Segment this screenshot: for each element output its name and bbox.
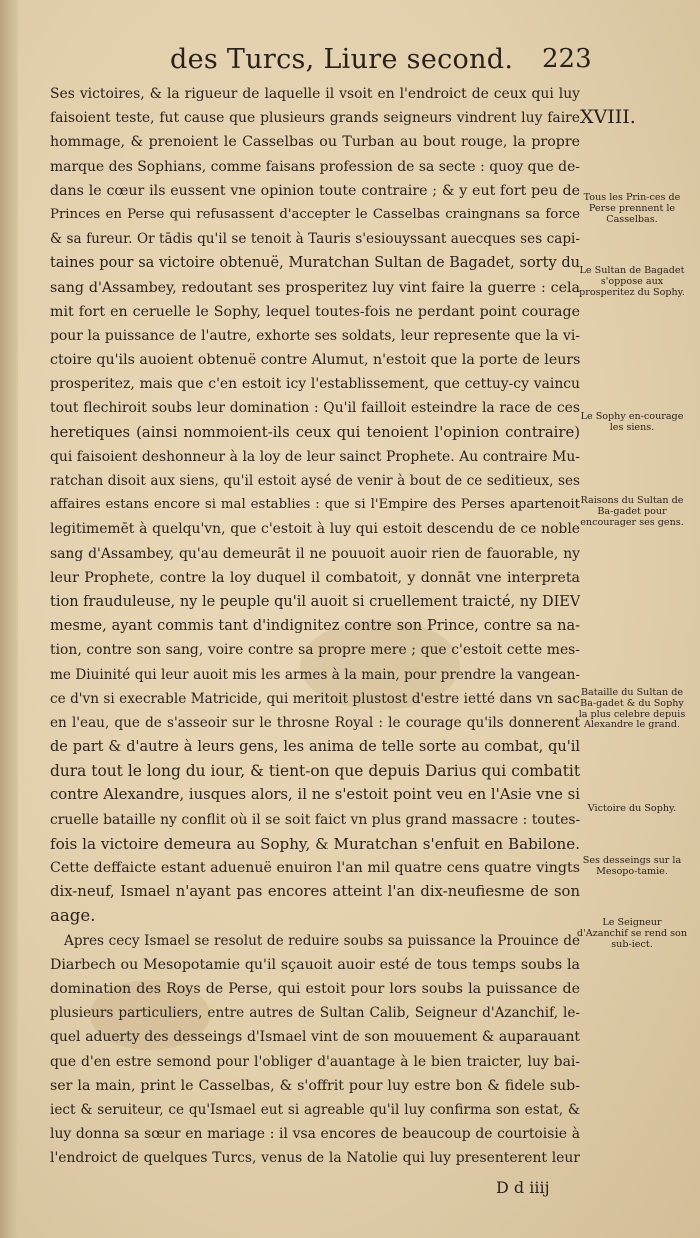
text-line: plusieurs particuliers, entre autres de Sultan Calib, Seigneur d'Azanchif, le- xyxy=(50,1005,580,1022)
text-line: pour la puissance de l'autre, exhorte ses soldats, leur represente que la vi- xyxy=(50,327,580,344)
text-line: cruelle bataille ny conflit où il se soit faict vn plus grand massacre : toutes- xyxy=(50,811,580,828)
text-line: ser la main, print le Casselbas, & s'offrit pour luy estre bon & fidele sub- xyxy=(50,1077,580,1094)
page-gutter-shadow xyxy=(0,0,18,1238)
margin-note: Victoire du Sophy. xyxy=(587,803,677,814)
margin-note: Le Sophy en-courage les siens. xyxy=(580,411,684,433)
text-line: sang d'Assambey, redoutant ses prosperitez luy vint faire la guerre : cela xyxy=(50,279,580,296)
text-line: & sa fureur. Or tādis qu'il se tenoit à Tauris s'esiouyssant auecques ses capi- xyxy=(50,231,580,248)
text-line: domination des Roys de Perse, qui estoit pour lors soubs la puissance de xyxy=(50,980,580,997)
text-line: iect & seruiteur, ce qu'Ismael eut si agreable qu'il luy confirma son estat, & xyxy=(50,1101,580,1118)
text-line: Princes en Perse qui refusassent d'accepter le Casselbas craingnans sa force xyxy=(50,206,580,222)
signature-mark: D d iiij xyxy=(496,1178,550,1197)
text-line: Ses victoires, & la rigueur de laquelle il vsoit en l'endroict de ceux qui luy xyxy=(50,86,580,102)
text-line: aage. xyxy=(50,906,96,926)
text-line: prosperitez, mais que c'en estoit icy l'establissement, que cettuy-cy vaincu xyxy=(50,376,580,393)
text-line: tout flechiroit soubs leur domination : Qu'il failloit esteindre la race de ces xyxy=(50,400,580,417)
text-line: legitimemēt à quelqu'vn, que c'estoit à luy qui estoit descendu de ce noble xyxy=(50,521,580,538)
text-line: dans le cœur ils eussent vne opinion toute contraire ; & y eut fort peu de xyxy=(50,182,580,199)
body-text xyxy=(50,82,580,1170)
text-line: mesme, ayant commis tant d'indignitez contre son Prince, contre sa na- xyxy=(50,618,580,635)
text-line: taines pour sa victoire obtenuë, Muratchan Sultan de Bagadet, sorty du xyxy=(50,255,580,272)
text-line: Cette deffaicte estant aduenuë enuiron l'an mil quatre cens quatre vingts xyxy=(50,860,580,876)
page-number: 223 xyxy=(542,44,592,74)
text-line: sang d'Assambey, qu'au demeurāt il ne pouuoit auoir rien de fauorable, ny xyxy=(50,545,580,562)
text-line: me Diuinité qui leur auoit mis les armes à la main, pour prendre la vangean- xyxy=(50,666,580,683)
margin-note: Ses desseings sur la Mesopo-tamie. xyxy=(582,855,682,877)
margin-note: Raisons du Sultan de Ba-gadet pour encourager ses gens. xyxy=(580,495,684,528)
text-line: de part & d'autre à leurs gens, les anima de telle sorte au combat, qu'il xyxy=(50,739,580,756)
text-line: ratchan disoit aux siens, qu'il estoit aysé de venir à bout de ce seditieux, ses xyxy=(50,473,580,489)
text-line: tion, contre son sang, voire contre sa propre mere ; que c'estoit cette mes- xyxy=(50,642,580,659)
text-line: ce d'vn si execrable Matricide, qui meritoit plustost d'estre ietté dans vn sac xyxy=(50,690,580,707)
text-line: qui faisoient deshonneur à la loy de leur sainct Prophete. Au contraire Mu- xyxy=(50,448,580,465)
text-line: l'endroict de quelques Turcs, venus de la Natolie qui luy presenterent leur xyxy=(50,1150,580,1167)
text-line: mit fort en ceruelle le Sophy, lequel toutes-fois ne perdant point courage xyxy=(50,303,580,320)
text-line: leur Prophete, contre la loy duquel il combatoit, y donnāt vne interpreta xyxy=(50,569,580,586)
text-line: luy donna sa sœur en mariage : il vsa encores de beaucoup de courtoisie à xyxy=(50,1126,580,1143)
text-line: contre Alexandre, iusques alors, il ne s'estoit point veu en l'Asie vne si xyxy=(50,786,580,804)
text-line: dura tout le long du iour, & tient-on que depuis Darius qui combatit xyxy=(50,762,580,781)
text-line: quel aduerty des desseings d'Ismael vint de son mouuement & auparauant xyxy=(50,1029,580,1046)
running-title: des Turcs, Liure second. xyxy=(170,44,514,75)
text-line: faisoient teste, fut cause que plusieurs grands seigneurs vindrent luy faire xyxy=(50,110,580,127)
text-line: dix-neuf, Ismael n'ayant pas encores atteint l'an dix-neufiesme de son xyxy=(50,883,580,901)
text-line: marque des Sophians, comme faisans profession de sa secte : quoy que de- xyxy=(50,158,580,175)
text-line: fois la victoire demeura au Sophy, & Muratchan s'enfuit en Babilone. xyxy=(50,834,580,853)
margin-note: Le Seigneur d'Azanchif se rend son sub-iect. xyxy=(576,917,688,950)
text-line: heretiques (ainsi nommoient-ils ceux qui tenoient l'opinion contraire) xyxy=(50,423,580,441)
text-line: hommage, & prenoient le Casselbas ou Turban au bout rouge, la propre xyxy=(50,134,580,151)
text-line: tion frauduleuse, ny le peuple qu'il auoit si cruellement traicté, ny DIEV xyxy=(50,593,580,610)
margin-note: Le Sultan de Bagadet s'oppose aux prosperitez du Sophy. xyxy=(579,265,685,298)
text-line: Diarbech ou Mesopotamie qu'il sçauoit auoir esté de tous temps soubs la xyxy=(50,956,580,973)
chapter-number: XVIII. xyxy=(580,106,636,128)
text-line: que d'en estre semond pour l'obliger d'auantage à le bien traicter, luy bai- xyxy=(50,1053,580,1070)
text-line: affaires estans encore si mal establies : que si l'Empire des Perses apartenoit xyxy=(50,497,580,513)
margin-note: Bataille du Sultan de Ba-gadet & du Sophy la plus celebre depuis Alexandre le grand. xyxy=(578,687,686,731)
text-line: Apres cecy Ismael se resolut de reduire soubs sa puissance la Prouince de xyxy=(64,932,580,949)
margin-note: Tous les Prin-ces de Perse prennent le Casselbas. xyxy=(583,192,681,225)
text-line: en l'eau, que de s'asseoir sur le throsne Royal : le courage qu'ils donnerent xyxy=(50,714,580,731)
text-line: ctoire qu'ils auoient obtenuë contre Alumut, n'estoit que la porte de leurs xyxy=(50,352,580,369)
